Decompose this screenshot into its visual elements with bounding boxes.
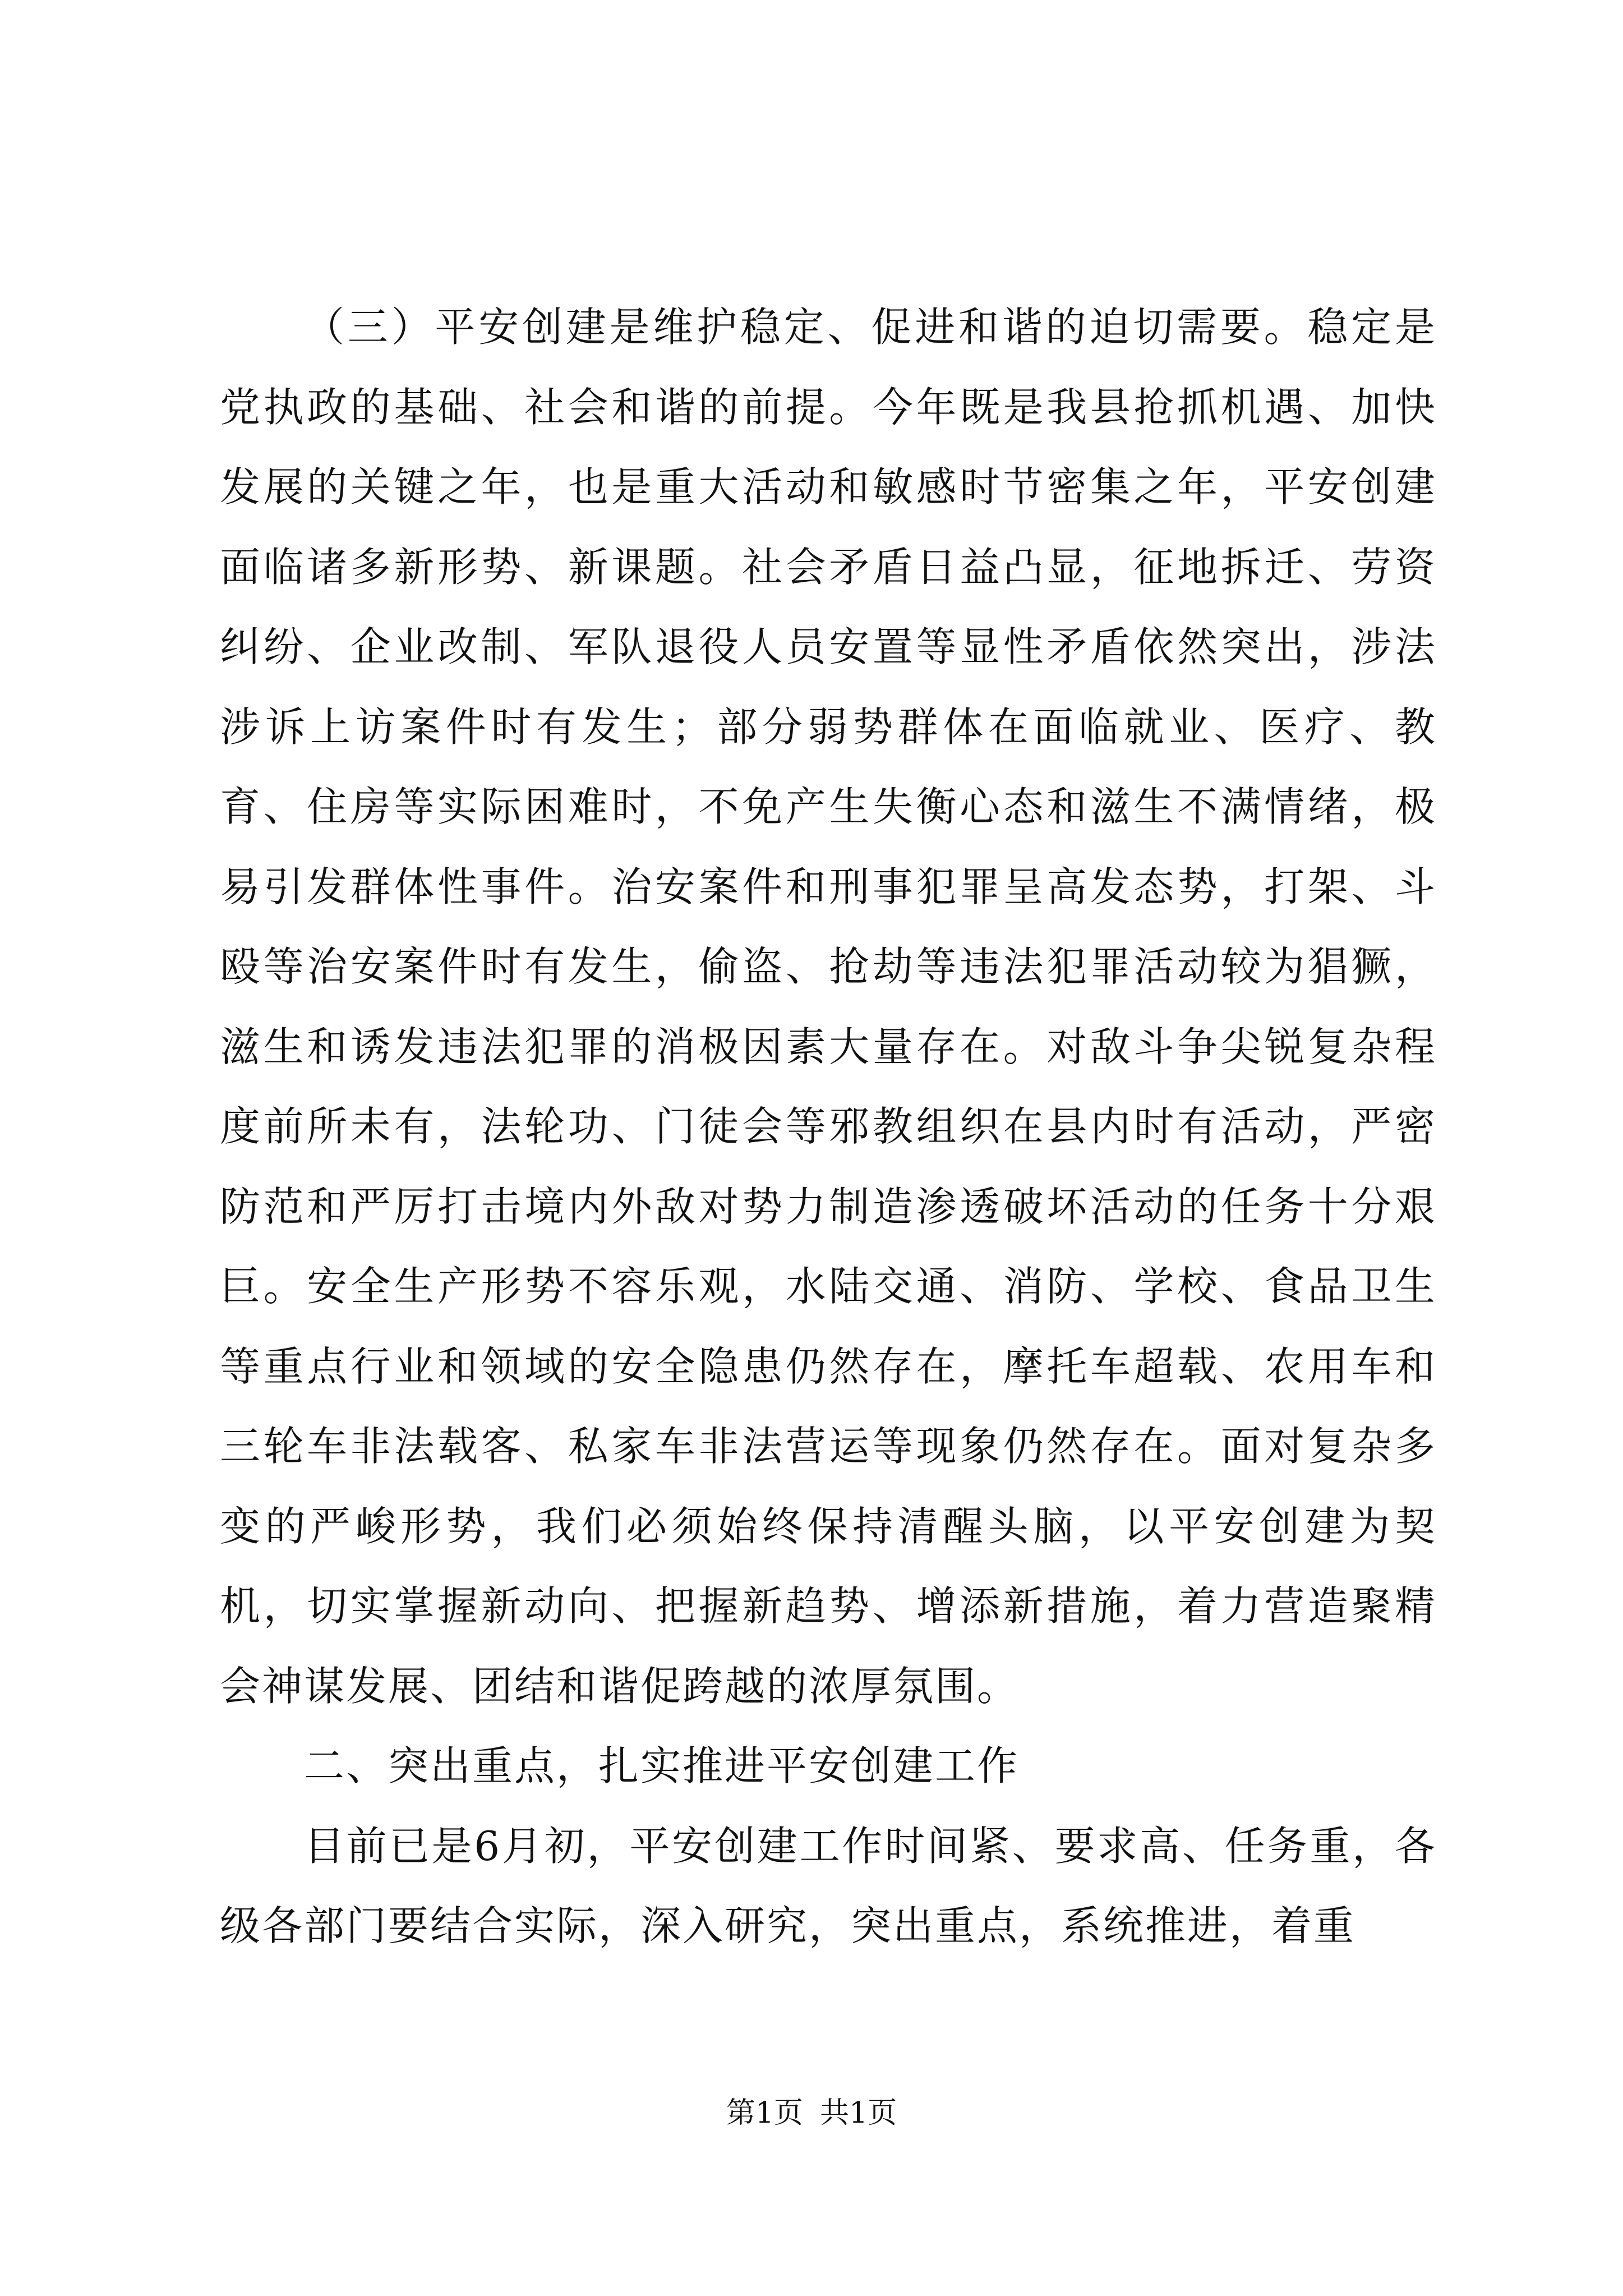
- page-number: 第1页: [726, 2096, 803, 2130]
- paragraph-closing: 目前已是6月初，平安创建工作时间紧、要求高、任务重，各级各部门要结合实际，深入研究，突出重点，系统推进，着重: [220, 1822, 1437, 1949]
- page-total: 共1页: [820, 2096, 897, 2130]
- document-body: [220, 287, 1437, 1966]
- section-heading: 二、突出重点，扎实推进平安创建工作: [304, 1742, 1020, 1789]
- page-footer: [0, 2093, 1623, 2133]
- paragraph-stability: （三）平安创建是维护稳定、促进和谐的迫切需要。稳定是党执政的基础、社会和谐的前提。今年既是我县抢抓机遇、加快发展的关键之年，也是重大活动和敏感时节密集之年，平安创建面临诸多新形势、新课题。社会矛盾日益凸显，征地拆迁、劳资纠纷、企业改制、军队退役人员安置等显性矛盾依然突出，涉法涉诉上访案件时有发生；部分弱势群体在面临就业、医疗、教育、住房等实际困难时，不免产生失衡心态和滋生不满情绪，极易引发群体性事件。治安案件和刑事犯罪呈高发态势，打架、斗殴等治安案件时有发生，偷盗、抢劫等违法犯罪活动较为猖獗，滋生和诱发违法犯罪的消极因素大量存在。对敌斗争尖锐复杂程度前所未有，法轮功、门徒会等邪教组织在县内时有活动，严密防范和严厉打击境内外敌对势力制造渗透破坏活动的任务十分艰巨。安全生产形势不容乐观，水陆交通、消防、学校、食品卫生等重点行业和领域的安全隐患仍然存在，摩托车超载、农用车和三轮车非法载客、私家车非法营运等现象仍然存在。面对复杂多变的严峻形势，我们必须始终保持清醒头脑，以平安创建为契机，切实掌握新动向、把握新趋势、增添新措施，着力营造聚精会神谋发展、团结和谐促跨越的浓厚氛围。: [220, 303, 1437, 1710]
